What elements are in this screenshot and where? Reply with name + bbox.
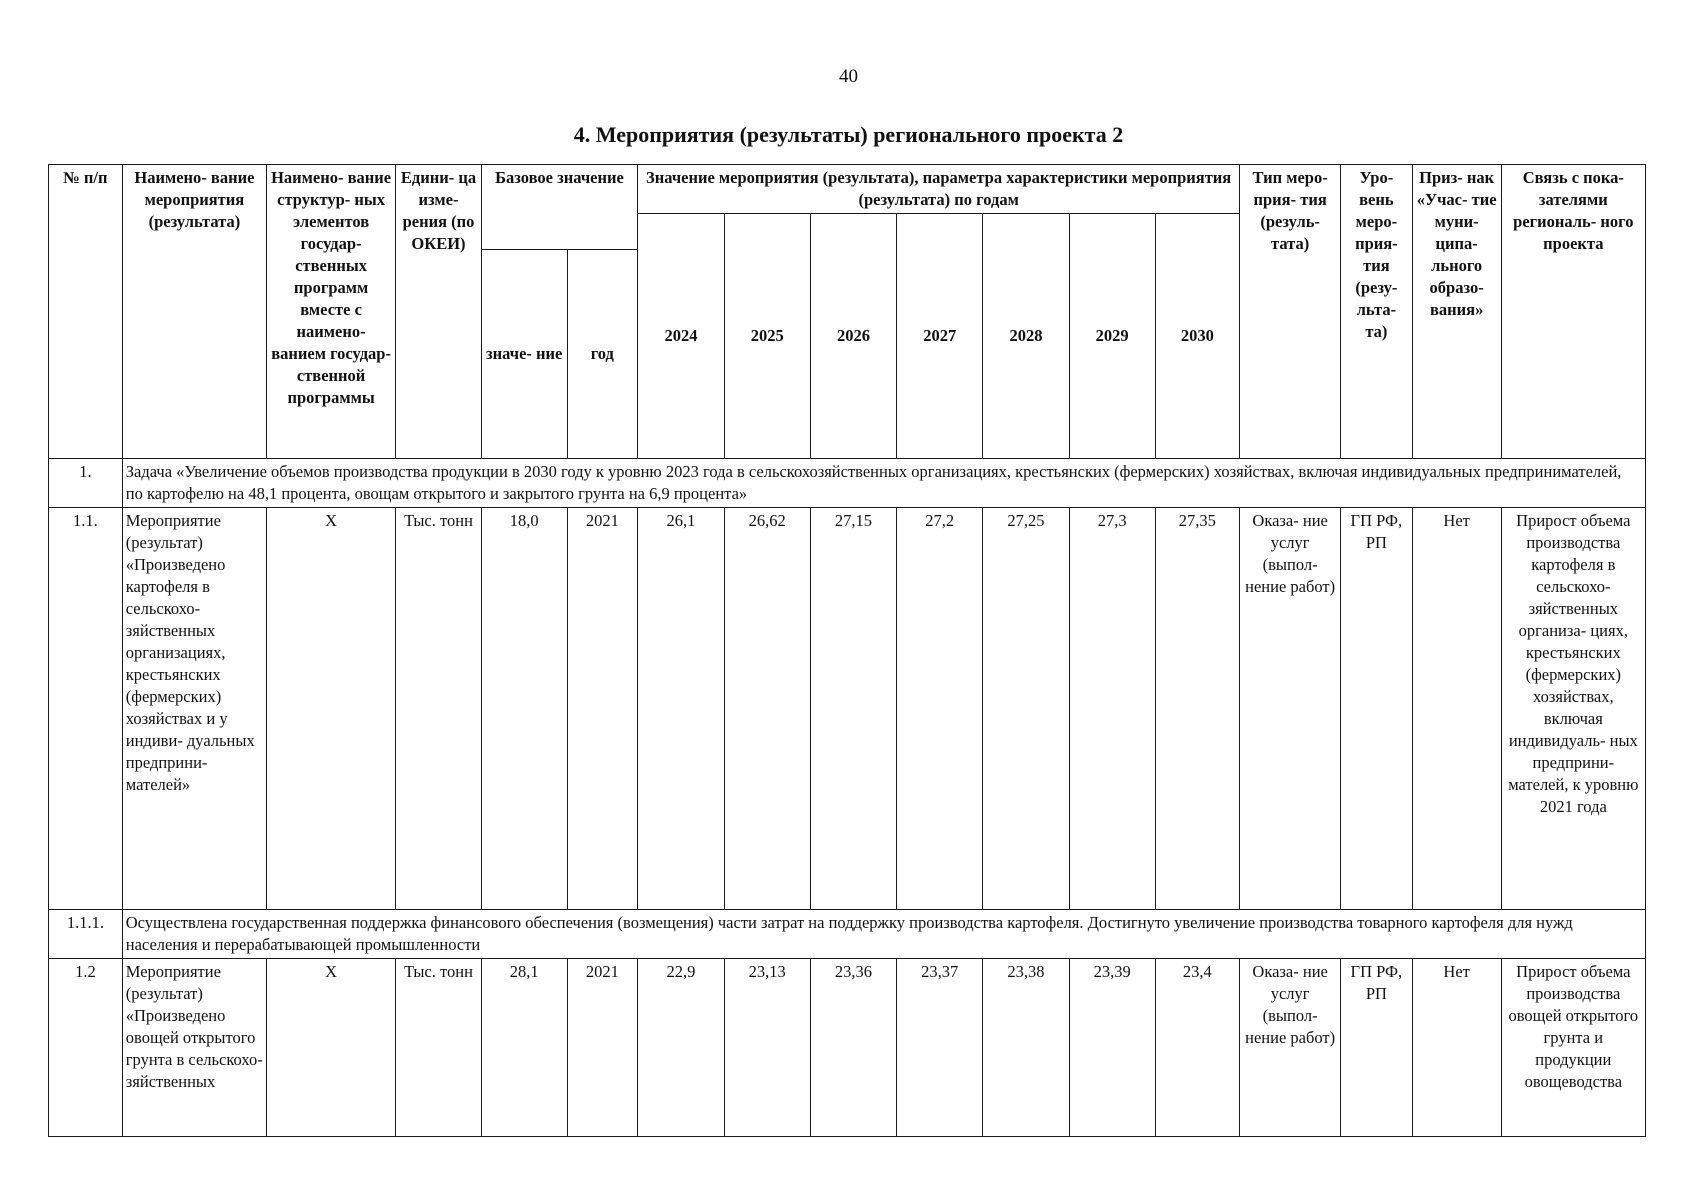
header-year-2030: 2030 [1155,214,1240,459]
activities-table [48,164,1646,1137]
header-year-2024: 2024 [638,214,725,459]
table-row [49,508,1646,910]
header-unit: Едини- ца изме- рения (по ОКЕИ) [396,165,482,459]
row-num: 1.1.1. [49,910,123,959]
indicator-link: Прирост объема производства овощей открытого грунта и продукции овощеводства [1501,959,1645,1137]
activity-type: Оказа- ние услуг (выпол- нение работ) [1240,508,1341,910]
header-year-2028: 2028 [983,214,1070,459]
task-text: Задача «Увеличение объемов производства продукции в 2030 году к уровню 2023 года в сельскохозяйственных организациях, крестьянских (фермерских) хозяйствах, включая индивидуальных предпринимателей, по картофелю на 48,1 процента, овощам открытого и закрытого грунта на 6,9 процента» [122,459,1645,508]
struct-element: Х [267,508,396,910]
task-text: Осуществлена государственная поддержка финансового обеспечения (возмещения) части затрат на поддержку производства картофеля. Достигнуто увеличение производства товарного картофеля для нужд населения и перерабатывающей промышленности [122,910,1645,959]
value-2026: 27,15 [810,508,897,910]
unit: Тыс. тонн [396,959,482,1137]
base-year: 2021 [567,959,638,1137]
value-2024: 26,1 [638,508,725,910]
base-year: 2021 [567,508,638,910]
section-title: 4. Мероприятия (результаты) регионального проекта 2 [573,122,1124,147]
value-2025: 23,13 [724,959,810,1137]
value-2030: 23,4 [1155,959,1240,1137]
header-municipal: Приз- нак «Учас- тие муни- ципа- льного образо- вания» [1412,165,1501,459]
header-year-2027: 2027 [897,214,983,459]
header-level: Уро- вень меро- прия- тия (резу- льта- та) [1341,165,1413,459]
activity-name: Мероприятие (результат) «Произведено картофеля в сельскохо- зяйственных организациях, крестьянских (фермерских) хозяйствах и у индиви- дуальных предприни- мателей» [122,508,266,910]
activity-type: Оказа- ние услуг (выпол- нение работ) [1240,959,1341,1137]
row-num: 1.1. [49,508,123,910]
value-2026: 23,36 [810,959,897,1137]
struct-element: Х [267,959,396,1137]
header-name: Наимено- вание мероприятия (результата) [122,165,266,459]
indicator-link: Прирост объема производства картофеля в сельскохо- зяйственных организа- циях, крестьянских (фермерских) хозяйствах, включая индивидуаль- ных предприни- мателей, к уровню 2021 года [1501,508,1645,910]
municipal-flag: Нет [1412,508,1501,910]
header-num: № п/п [49,165,123,459]
value-2027: 23,37 [897,959,983,1137]
header-struct: Наимено- вание структур- ных элементов государ- ственных программ вместе с наимено- ванием государ- ственной программы [267,165,396,459]
header-base: Базовое значение [481,165,637,250]
header-link: Связь с пока- зателями региональ- ного проекта [1501,165,1645,459]
header-values-by-year: Значение мероприятия (результата), параметра характеристики мероприятия (результата) по годам [638,165,1240,214]
value-2029: 23,39 [1069,959,1155,1137]
table-row-task [49,459,1646,508]
row-num: 1.2 [49,959,123,1137]
value-2027: 27,2 [897,508,983,910]
base-value: 18,0 [481,508,567,910]
header-year-2025: 2025 [724,214,810,459]
table-row-task [49,910,1646,959]
value-2028: 27,25 [983,508,1070,910]
activity-name: Мероприятие (результат) «Произведено овощей открытого грунта в сельскохо- зяйственных [122,959,266,1137]
header-year-2026: 2026 [810,214,897,459]
value-2028: 23,38 [983,959,1070,1137]
header-year-2029: 2029 [1069,214,1155,459]
value-2024: 22,9 [638,959,725,1137]
row-num: 1. [49,459,123,508]
municipal-flag: Нет [1412,959,1501,1137]
activity-level: ГП РФ, РП [1341,508,1413,910]
value-2030: 27,35 [1155,508,1240,910]
page-number: 40 [839,66,858,87]
header-base-year: год [567,250,638,459]
base-value: 28,1 [481,959,567,1137]
header-base-value: значе- ние [481,250,567,459]
value-2025: 26,62 [724,508,810,910]
unit: Тыс. тонн [396,508,482,910]
header-type: Тип меро- прия- тия (резуль- тата) [1240,165,1341,459]
table-row [49,959,1646,1137]
activity-level: ГП РФ, РП [1341,959,1413,1137]
value-2029: 27,3 [1069,508,1155,910]
